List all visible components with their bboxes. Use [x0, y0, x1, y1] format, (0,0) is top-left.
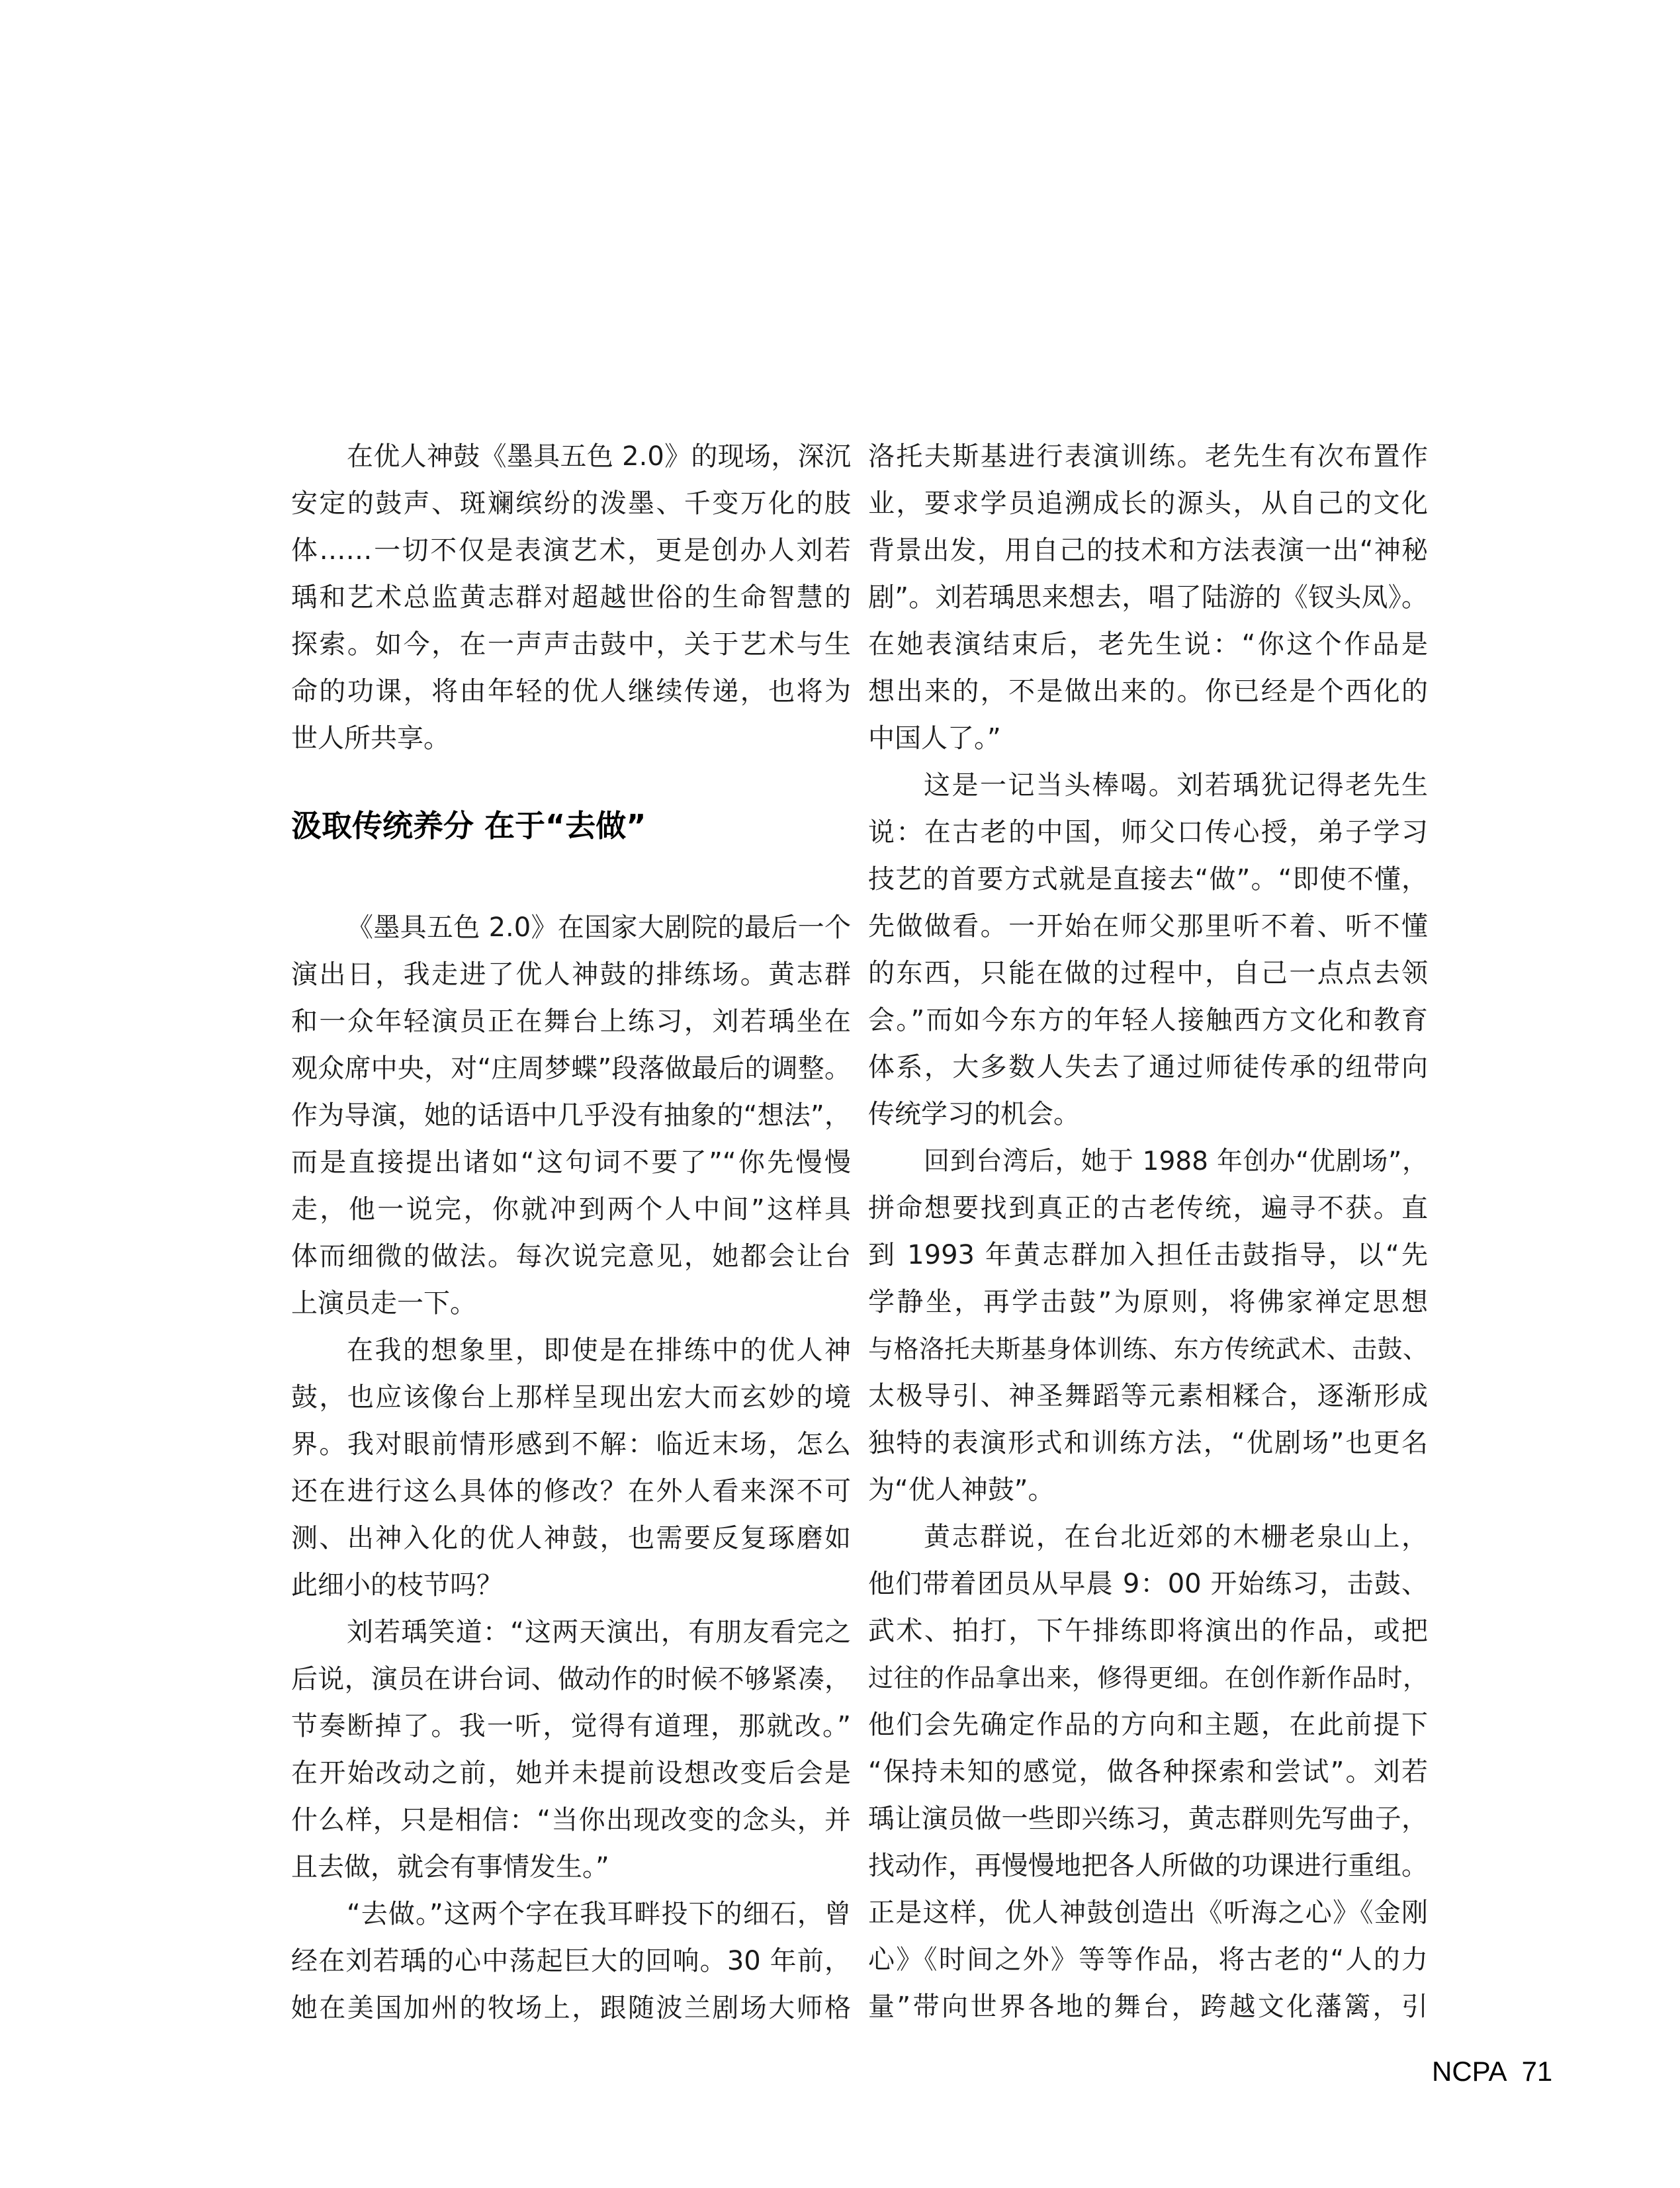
- body-line: 先做做看。一开始在师父那里听不着、听不懂: [868, 911, 1428, 941]
- body-line: 在我的想象里，即使是在排练中的优人神: [347, 1335, 851, 1366]
- body-line: 说：在古老的中国，师父口传心授，弟子学习: [868, 817, 1428, 848]
- body-line: 他们带着团员从早晨 9：00 开始练习，击鼓、: [868, 1569, 1428, 1599]
- body-line: 和一众年轻演员正在舞台上练习，刘若瑀坐在: [291, 1006, 851, 1037]
- body-line: 经在刘若瑀的心中荡起巨大的回响。30 年前，: [291, 1946, 851, 1976]
- body-line: 体而细微的做法。每次说完意见，她都会让台: [291, 1241, 851, 1272]
- body-line: 且去做，就会有事情发生。”: [291, 1852, 609, 1882]
- body-line: 黄志群说，在台北近郊的木栅老泉山上，: [924, 1522, 1428, 1552]
- publication-name: NCPA: [1432, 2056, 1507, 2087]
- body-line: 他们会先确定作品的方向和主题，在此前提下: [868, 1710, 1428, 1740]
- body-line: 找动作，再慢慢地把各人所做的功课进行重组。: [868, 1851, 1428, 1881]
- intro-line: 在优人神鼓《墨具五色 2.0》的现场，深沉: [347, 441, 851, 472]
- body-line: 正是这样，优人神鼓创造出《听海之心》《金刚: [868, 1898, 1428, 1928]
- body-line: 而是直接提出诸如“这句词不要了”“你先慢慢: [291, 1147, 851, 1178]
- body-line: 剧”。刘若瑀思来想去，唱了陆游的《钗头凤》。: [868, 582, 1428, 613]
- body-line: 回到台湾后，她于 1988 年创办“优剧场”，: [924, 1147, 1428, 1176]
- body-line: 后说，演员在讲台词、做动作的时候不够紧凑，: [291, 1664, 851, 1694]
- body-line: 背景出发，用自己的技术和方法表演一出“神秘: [868, 535, 1428, 566]
- body-line: 独特的表演形式和训练方法，“优剧场”也更名: [868, 1428, 1428, 1458]
- body-line: 到 1993 年黄志群加入担任击鼓指导，以“先: [868, 1240, 1428, 1270]
- intro-line: 瑀和艺术总监黄志群对超越世俗的生命智慧的: [291, 582, 851, 613]
- body-line: 在她表演结束后，老先生说：“你这个作品是: [868, 629, 1428, 660]
- body-line: 刘若瑀笑道：“这两天演出，有朋友看完之: [347, 1617, 851, 1647]
- body-line: 过往的作品拿出来，修得更细。在创作新作品时，: [868, 1663, 1428, 1692]
- body-line: 与格洛托夫斯基身体训练、东方传统武术、击鼓、: [868, 1335, 1428, 1364]
- body-line: 想出来的，不是做出来的。你已经是个西化的: [868, 676, 1428, 707]
- page-footer: [1432, 2055, 1552, 2088]
- body-line: 洛托夫斯基进行表演训练。老先生有次布置作: [868, 441, 1428, 472]
- body-line: 在开始改动之前，她并未提前设想改变后会是: [291, 1758, 851, 1788]
- body-line: 武术、拍打，下午排练即将演出的作品，或把: [868, 1616, 1428, 1646]
- body-line: “去做。”这两个字在我耳畔投下的细石，曾: [347, 1899, 851, 1929]
- body-line: 还在进行这么具体的修改？在外人看来深不可: [291, 1476, 851, 1507]
- body-line: 这是一记当头棒喝。刘若瑀犹记得老先生: [924, 770, 1428, 801]
- intro-line: 体……一切不仅是表演艺术，更是创办人刘若: [291, 535, 851, 566]
- body-line: “保持未知的感觉，做各种探索和尝试”。刘若: [868, 1757, 1428, 1787]
- section-heading: 汲取传统养分 在于“去做”: [291, 808, 646, 844]
- body-line: 会。”而如今东方的年轻人接触西方文化和教育: [868, 1005, 1428, 1035]
- intro-line: 命的功课，将由年轻的优人继续传递，也将为: [291, 676, 851, 707]
- body-line: 鼓，也应该像台上那样呈现出宏大而玄妙的境: [291, 1382, 851, 1413]
- body-line: 太极导引、神圣舞蹈等元素相糅合，逐渐形成: [868, 1381, 1428, 1411]
- intro-line: 探索。如今，在一声声击鼓中，关于艺术与生: [291, 629, 851, 660]
- body-line: 技艺的首要方式就是直接去“做”。“即使不懂，: [868, 864, 1428, 895]
- body-line: 什么样，只是相信：“当你出现改变的念头，并: [291, 1805, 851, 1835]
- body-line: 演出日，我走进了优人神鼓的排练场。黄志群: [291, 959, 851, 990]
- body-line: 作为导演，她的话语中几乎没有抽象的“想法”，: [291, 1100, 851, 1131]
- intro-line: 安定的鼓声、斑斓缤纷的泼墨、千变万化的肢: [291, 488, 851, 519]
- body-line: 心》《时间之外》等等作品，将古老的“人的力: [868, 1945, 1428, 1975]
- body-line: 节奏断掉了。我一听，觉得有道理，那就改。”: [291, 1711, 851, 1741]
- body-line: 上演员走一下。: [291, 1288, 476, 1319]
- body-line: 学静坐，再学击鼓”为原则，将佛家禅定思想: [868, 1287, 1428, 1317]
- intro-line: 世人所共享。: [291, 723, 450, 754]
- body-line: 界。我对眼前情形感到不解：临近末场，怎么: [291, 1429, 851, 1460]
- body-line: 量”带向世界各地的舞台，跨越文化藩篱，引: [868, 1991, 1428, 2022]
- body-line: 此细小的枝节吗？: [291, 1570, 503, 1600]
- body-line: 拼命想要找到真正的古老传统，遍寻不获。直: [868, 1193, 1428, 1223]
- body-line: 她在美国加州的牧场上，跟随波兰剧场大师格: [291, 1993, 851, 2023]
- page-number: 71: [1521, 2056, 1553, 2087]
- body-line: 测、出神入化的优人神鼓，也需要反复琢磨如: [291, 1523, 851, 1553]
- body-line: 观众席中央，对“庄周梦蝶”段落做最后的调整。: [291, 1053, 851, 1084]
- body-line: 业，要求学员追溯成长的源头，从自己的文化: [868, 488, 1428, 519]
- body-line: 为“优人神鼓”。: [868, 1475, 1055, 1505]
- body-line: 走，他一说完，你就冲到两个人中间”这样具: [291, 1194, 851, 1225]
- body-line: 《墨具五色 2.0》在国家大剧院的最后一个: [347, 912, 851, 943]
- body-line: 中国人了。”: [868, 723, 1001, 754]
- body-line: 瑀让演员做一些即兴练习，黄志群则先写曲子，: [868, 1804, 1428, 1834]
- body-line: 体系，大多数人失去了通过师徒传承的纽带向: [868, 1052, 1428, 1082]
- body-line: 传统学习的机会。: [868, 1099, 1080, 1129]
- body-line: 的东西，只能在做的过程中，自己一点点去领: [868, 958, 1428, 988]
